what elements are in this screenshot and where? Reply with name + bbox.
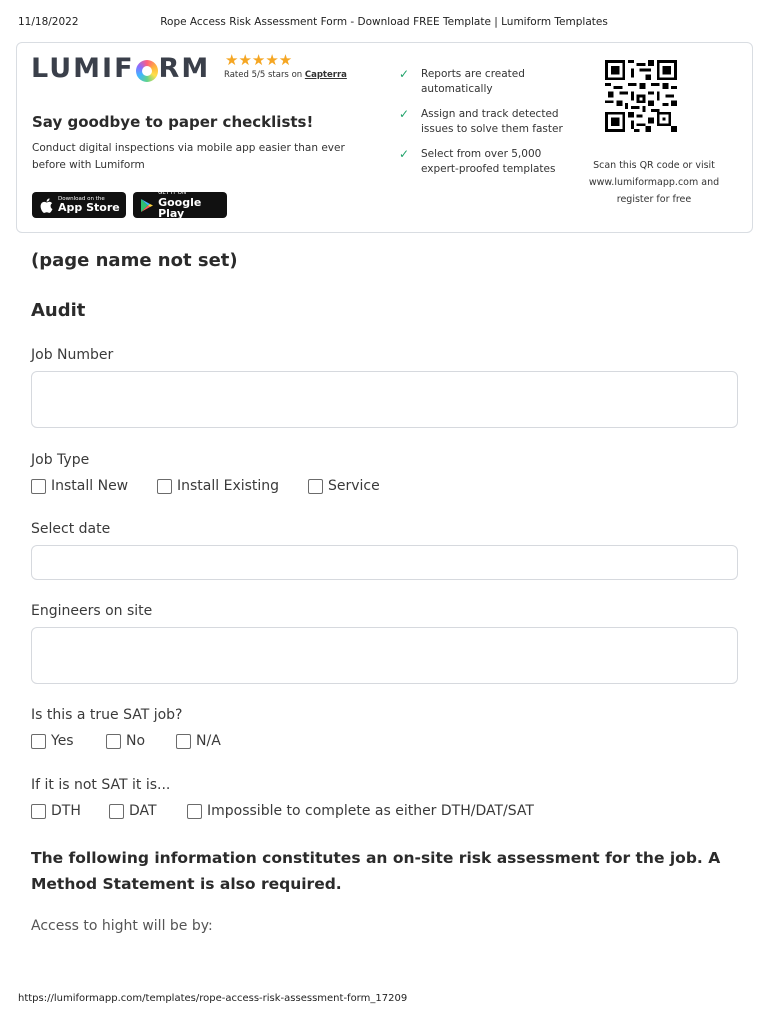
check-icon: ✓ [399,107,410,121]
job-number-label: Job Number [31,347,114,363]
app-store-big-text: App Store [58,201,120,215]
rating-stars-icon: ★★★★★ [225,51,293,69]
not-sat-question-label: If it is not SAT it is... [31,777,171,793]
job-number-field[interactable] [31,371,738,428]
feature-text: Select from over 5,000 expert-proofed templates [421,148,556,175]
check-icon: ✓ [399,147,410,161]
google-play-icon [139,197,154,213]
feature-item [399,67,569,97]
option-label: Install Existing [177,478,280,494]
option-label: DAT [129,803,157,819]
page-name: (page name not set) [31,250,238,271]
print-date: 11/18/2022 [18,16,79,28]
logo-text-right: RM [158,52,211,84]
select-date-label: Select date [31,521,111,537]
option-label: Impossible to complete as either DTH/DAT/SAT [207,803,534,819]
promo-title: Say goodbye to paper checklists! [32,113,314,131]
date-field[interactable] [31,545,738,580]
option-label: No [126,733,146,749]
not-sat-option[interactable] [31,803,81,819]
app-store-small-text: Download on the [58,195,105,202]
print-title: Rope Access Risk Assessment Form - Download FREE Template | Lumiform Templates [160,16,608,28]
checkbox[interactable] [31,479,46,494]
feature-text: Assign and track detected issues to solve them faster [421,108,563,135]
job-type-option[interactable] [31,478,128,494]
capterra-link[interactable]: Capterra [304,70,347,80]
rating-text [224,70,347,80]
feature-list [399,67,569,187]
checkbox[interactable] [157,479,172,494]
not-sat-option[interactable] [187,803,534,819]
feature-item [399,147,569,177]
job-type-option[interactable] [157,478,279,494]
promo-description: Conduct digital inspections via mobile app easier than ever before with Lumiform [32,142,345,171]
checkbox[interactable] [106,734,121,749]
apple-icon [38,197,54,213]
checkbox[interactable] [109,804,124,819]
sat-option[interactable] [31,733,74,749]
check-icon: ✓ [399,67,410,81]
feature-item [399,107,569,137]
logo-text-left: LUMIF [31,52,135,84]
feature-text: Reports are created automatically [421,68,525,95]
checkbox[interactable] [31,734,46,749]
lumiform-logo[interactable] [31,53,210,83]
sat-question-label: Is this a true SAT job? [31,707,183,723]
job-type-label: Job Type [31,452,90,468]
app-store-button[interactable] [32,192,126,218]
checkbox[interactable] [187,804,202,819]
access-label: Access to hight will be by: [31,918,213,934]
logo-o-icon [136,60,158,82]
option-label: Install New [51,478,129,494]
option-label: Service [328,478,380,494]
job-type-option[interactable] [308,478,380,494]
checkbox[interactable] [176,734,191,749]
google-play-button[interactable] [133,192,227,218]
promo-banner [16,42,753,233]
not-sat-option[interactable] [109,803,157,819]
print-url: https://lumiformapp.com/templates/rope-access-risk-assessment-form_17209 [18,993,408,1004]
google-play-big-text: Google Play [158,195,202,220]
qr-caption: Scan this QR code or visit www.lumiformapp.com and register for free [588,160,720,205]
sat-option[interactable] [176,733,221,749]
rating-prefix: Rated 5/5 stars on [224,70,305,80]
qr-code-icon [605,60,677,132]
option-label: DTH [51,803,81,819]
google-play-small-text: GET IT ON [158,190,187,197]
engineers-label: Engineers on site [31,603,153,619]
checkbox[interactable] [31,804,46,819]
option-label: Yes [51,733,74,749]
engineers-field[interactable] [31,627,738,684]
checkbox[interactable] [308,479,323,494]
sat-option[interactable] [106,733,145,749]
risk-statement: The following information constitutes an on-site risk assessment for the job. A Method Statement is also required. [31,849,721,893]
section-title: Audit [31,300,86,321]
print-header [0,16,768,30]
option-label: N/A [196,733,221,749]
